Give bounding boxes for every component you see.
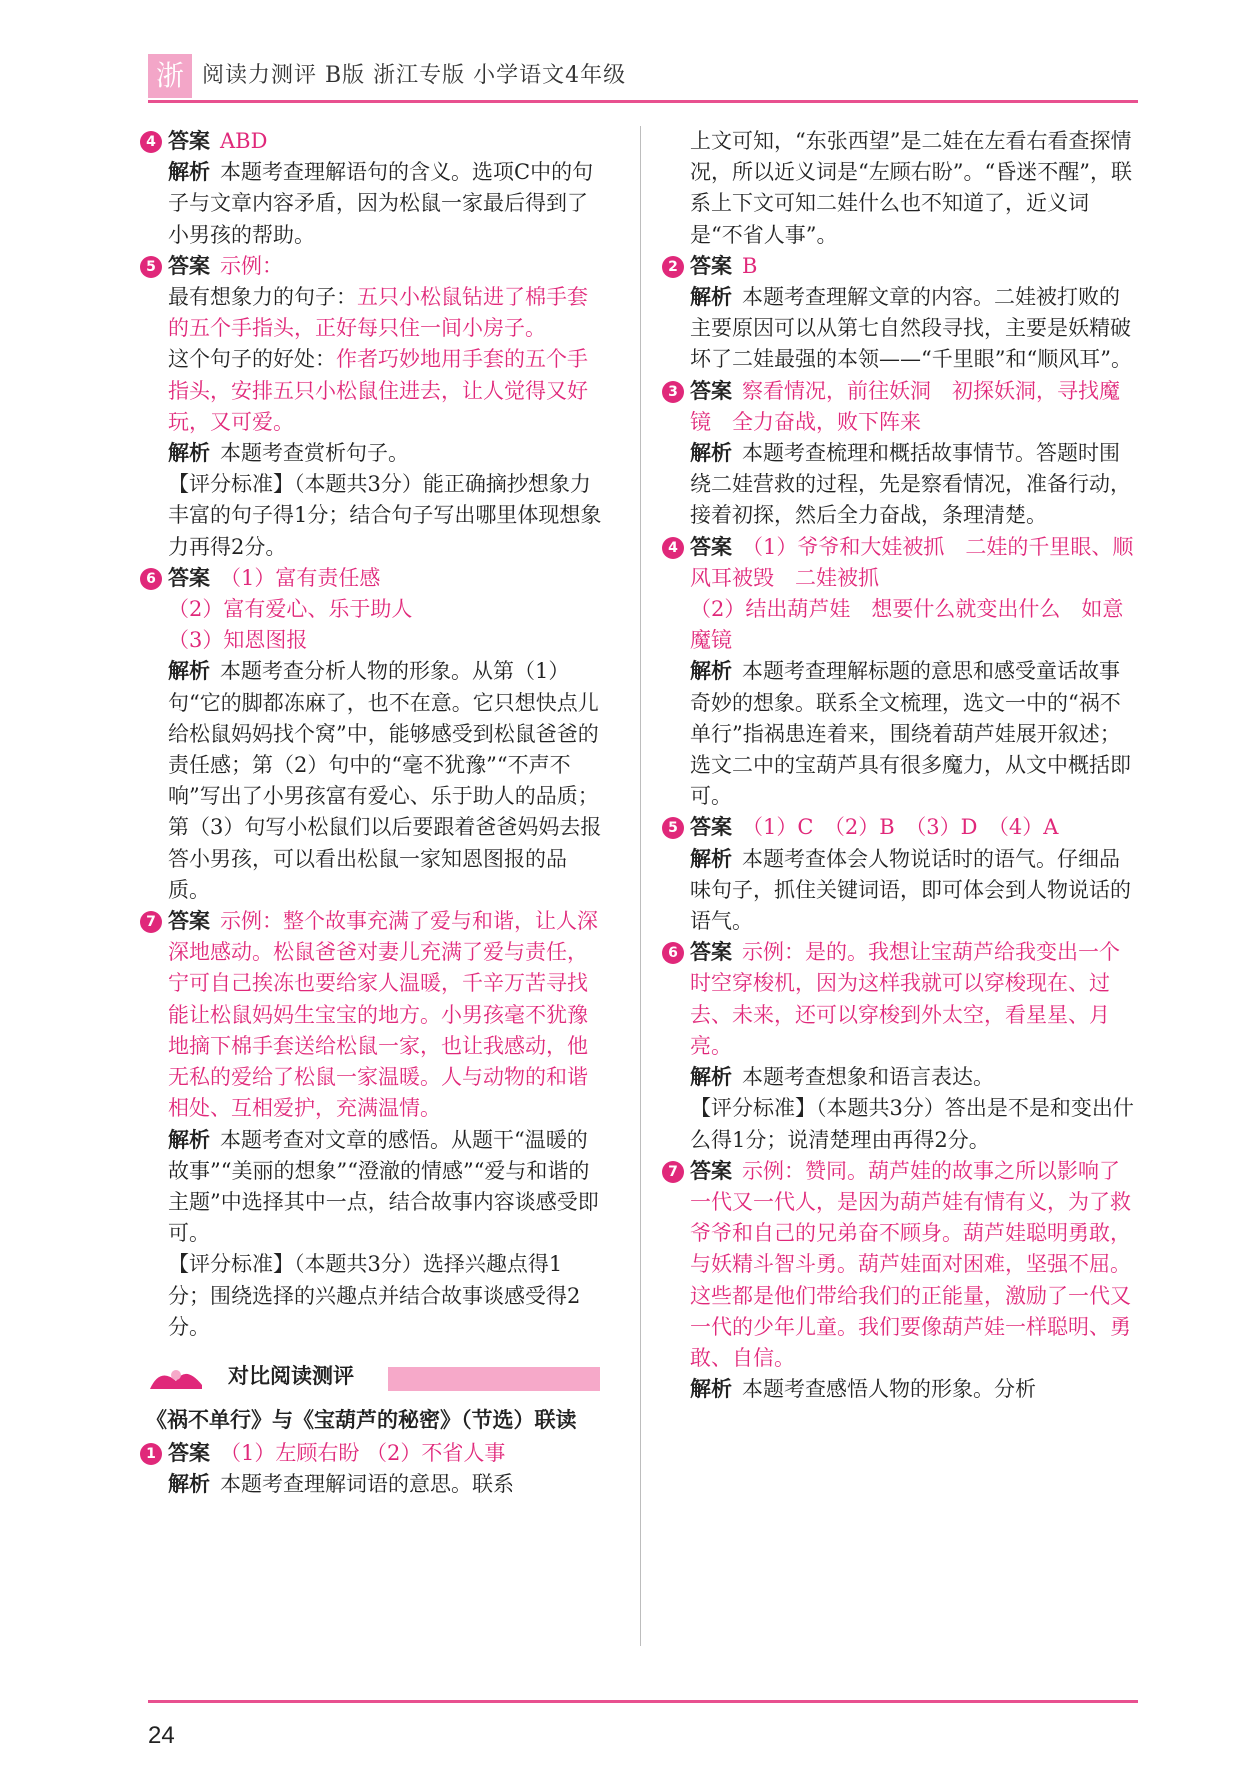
- answer-prefix: 最有想象力的句子：: [168, 285, 357, 310]
- answer-label: 答案: [168, 129, 210, 153]
- answer-label: 答案: [690, 940, 732, 965]
- analysis-label: 解析: [690, 1377, 732, 1402]
- answer-item-4: [146, 126, 603, 251]
- question-number: 3: [662, 381, 684, 403]
- province-logo: 浙: [148, 54, 192, 98]
- header-title: 阅读力测评 B版 浙江专版 小学语文4年级: [202, 63, 627, 88]
- analysis-text: 本题考查理解标题的意思和感受童话故事奇妙的想象。联系全文梳理，选文一中的“祸不单行”指祸患连着来，围绕着葫芦娃展开叙述；选文二中的宝葫芦具有很多魔力，从文中概括即可。: [690, 659, 1131, 809]
- analysis-label: 解析: [168, 1472, 210, 1497]
- question-number: 6: [662, 942, 684, 964]
- analysis-label: 解析: [168, 659, 210, 684]
- scoring-criteria: 【评分标准】（本题共3分）选择兴趣点得1分；围绕选择的兴趣点并结合故事谈感受得2分。: [168, 1252, 581, 1339]
- reading-pair-title: 《祸不单行》与《宝葫芦的秘密》（节选）联读: [146, 1407, 577, 1432]
- section-header: [168, 1357, 603, 1401]
- analysis-text: 本题考查对文章的感悟。从题干“温暖的故事”“美丽的想象”“澄澈的情感”“爱与和谐的主题”中选择其中一点，结合故事内容谈感受即可。: [168, 1127, 599, 1246]
- question-number: 7: [662, 1161, 684, 1183]
- analysis-label: 解析: [690, 441, 732, 466]
- analysis-text: 本题考查体会人物说话时的语气。仔细品味句子，抓住关键词语，即可体会到人物说话的语气。: [690, 846, 1131, 934]
- answer-text: 作者巧妙地用手套的五个手指头，安排五只小松鼠住进去，让人觉得又好玩，又可爱。: [168, 347, 588, 434]
- answer-label: 答案: [168, 565, 210, 590]
- question-number: 4: [662, 537, 684, 559]
- answer-item-5: [146, 251, 603, 563]
- question-number: 6: [140, 568, 162, 590]
- answer-label: 答案: [168, 909, 210, 934]
- answer-text: 五只小松鼠钻进了棉手套的五个手指头，正好每只住一间小房子。: [168, 285, 588, 341]
- answer-text: 示例：: [220, 253, 283, 278]
- column-divider: [640, 126, 641, 1646]
- analysis-text: 本题考查分析人物的形象。从第（1）句“它的脚都冻麻了，也不在意。它只想快点儿给松鼠妈妈找个窝”中，能够感受到松鼠爸爸的责任感；第（2）句中的“毫不犹豫”“不声不响”写出了小男孩富有爱心、乐于助人的品质；第（3）句写小松鼠们以后要跟着爸爸妈妈去报答小男孩，可以看出松鼠一家知恩图报的品质。: [168, 659, 602, 902]
- analysis-text: 本题考查想象和语言表达。: [742, 1065, 994, 1090]
- answer-prefix: 这个句子的好处：: [168, 347, 336, 372]
- analysis-text: 本题考查理解语句的含义。选项C中的句子与文章内容矛盾，因为松鼠一家最后得到了小男孩的帮助。: [168, 160, 594, 247]
- answer-text: 察看情况，前往妖洞 初探妖洞，寻找魔镜 全力奋战，败下阵来: [690, 378, 1120, 434]
- answer-label: 答案: [690, 1158, 732, 1183]
- analysis-label: 解析: [690, 846, 732, 871]
- analysis-label: 解析: [168, 160, 210, 185]
- answer-item-6: [146, 563, 603, 906]
- answer-label: 答案: [690, 815, 732, 840]
- question-number: 2: [662, 256, 684, 278]
- answer-text: B: [742, 253, 758, 278]
- answer-text: （2）结出葫芦娃 想要什么就变出什么 如意 魔镜: [690, 597, 1145, 653]
- answer-text: 示例：整个故事充满了爱与和谐，让人深深地感动。松鼠爸爸对妻儿充满了爱与责任，宁可自己挨冻也要给家人温暖，千辛万苦寻找能让松鼠妈妈生宝宝的地方。小男孩毫不犹豫地摘下棉手套送给松鼠一家，也让我感动，他无私的爱给了松鼠一家温暖。人与动物的和谐相处、互相爱护，充满温情。: [168, 909, 598, 1121]
- answer-label: 答案: [690, 534, 732, 559]
- answer-label: 答案: [168, 253, 210, 278]
- scoring-criteria: 【评分标准】（本题共3分）能正确摘抄想象力丰富的句子得1分；结合句子写出哪里体现想象力再得2分。: [168, 472, 602, 559]
- answer-text: （1）爷爷和大娃被抓 二娃的千里眼、顺风耳被毁 二娃被抓: [690, 534, 1134, 590]
- answer-label: 答案: [690, 378, 732, 403]
- answer-text: （1）C （2）B （3）D （4）A: [742, 815, 1059, 840]
- analysis-label: 解析: [168, 441, 210, 466]
- answer-text: 示例：赞同。葫芦娃的故事之所以影响了一代又一代人，是因为葫芦娃有情有义，为了救爷爷和自己的兄弟奋不顾身。葫芦娃聪明勇敢，与妖精斗智斗勇。葫芦娃面对困难，坚强不屈。这些都是他们带给我们的正能量，激励了一代又一代的少年儿童。我们要像葫芦娃一样聪明、勇敢、自信。: [690, 1158, 1131, 1370]
- question-number: 5: [662, 817, 684, 839]
- answer-item-3: [668, 376, 1140, 532]
- answer-text: （2）富有爱心、乐于助人: [168, 597, 413, 622]
- header-rule: [148, 100, 1138, 103]
- answer-text: （1）左顾右盼 （2）不省人事: [220, 1441, 506, 1466]
- analysis-text: 本题考查理解词语的意思。联系: [220, 1472, 514, 1497]
- footer-rule: [148, 1700, 1138, 1703]
- answer-text: 示例：是的。我想让宝葫芦给我变出一个时空穿梭机，因为这样我就可以穿梭现在、过去、未来，还可以穿梭到外太空，看星星、月亮。: [690, 940, 1120, 1058]
- analysis-continued: 上文可知，“东张西望”是二娃在左看右看查探情况，所以近义词是“左顾右盼”。“昏迷不醒”，联系上下文可知二娃什么也不知道了，近义词是“不省人事”。: [690, 129, 1132, 247]
- right-column: [668, 126, 1145, 1405]
- analysis-text: 本题考查梳理和概括故事情节。答题时围绕二娃营救的过程，先是察看情况，准备行动，接着初探，然后全力奋战，条理清楚。: [690, 441, 1131, 528]
- scoring-criteria: 【评分标准】（本题共3分）答出是不是和变出什么得1分；说清楚理由再得2分。: [690, 1096, 1134, 1152]
- answer-text: ABD: [220, 129, 268, 153]
- question-number: 5: [140, 256, 162, 278]
- analysis-label: 解析: [168, 1127, 210, 1152]
- analysis-text: 本题考查感悟人物的形象。分析: [742, 1377, 1036, 1402]
- section-decoration-icon: [146, 1363, 206, 1393]
- analysis-label: 解析: [690, 285, 732, 310]
- section-bar: [388, 1367, 600, 1391]
- answer-label: 答案: [690, 253, 732, 278]
- analysis-text: 本题考查赏析句子。: [220, 441, 409, 466]
- page-header: [148, 52, 1138, 100]
- question-number: 1: [140, 1443, 162, 1465]
- answer-item-4: [668, 532, 1145, 813]
- analysis-label: 解析: [690, 659, 732, 684]
- answer-item-2: [668, 251, 1140, 376]
- left-column: [146, 126, 603, 1501]
- question-number: 7: [140, 911, 162, 933]
- answer-item-5: [668, 812, 1140, 937]
- section-title: 对比阅读测评: [228, 1363, 354, 1388]
- analysis-text: 本题考查理解文章的内容。二娃被打败的主要原因可以从第七自然段寻找，主要是妖精破坏了二娃最强的本领——“千里眼”和“顺风耳”。: [690, 285, 1132, 372]
- answer-item-7: [146, 906, 603, 1343]
- analysis-label: 解析: [690, 1065, 732, 1090]
- answer-item-6: [668, 937, 1140, 1155]
- answer-item-7: [668, 1156, 1140, 1406]
- question-number: 4: [140, 131, 162, 153]
- answer-item-1: [146, 1438, 603, 1500]
- answer-text: （1）富有责任感: [220, 565, 381, 590]
- answer-text: （3）知恩图报: [168, 628, 308, 653]
- page-number: 24: [148, 1722, 175, 1749]
- answer-label: 答案: [168, 1441, 210, 1466]
